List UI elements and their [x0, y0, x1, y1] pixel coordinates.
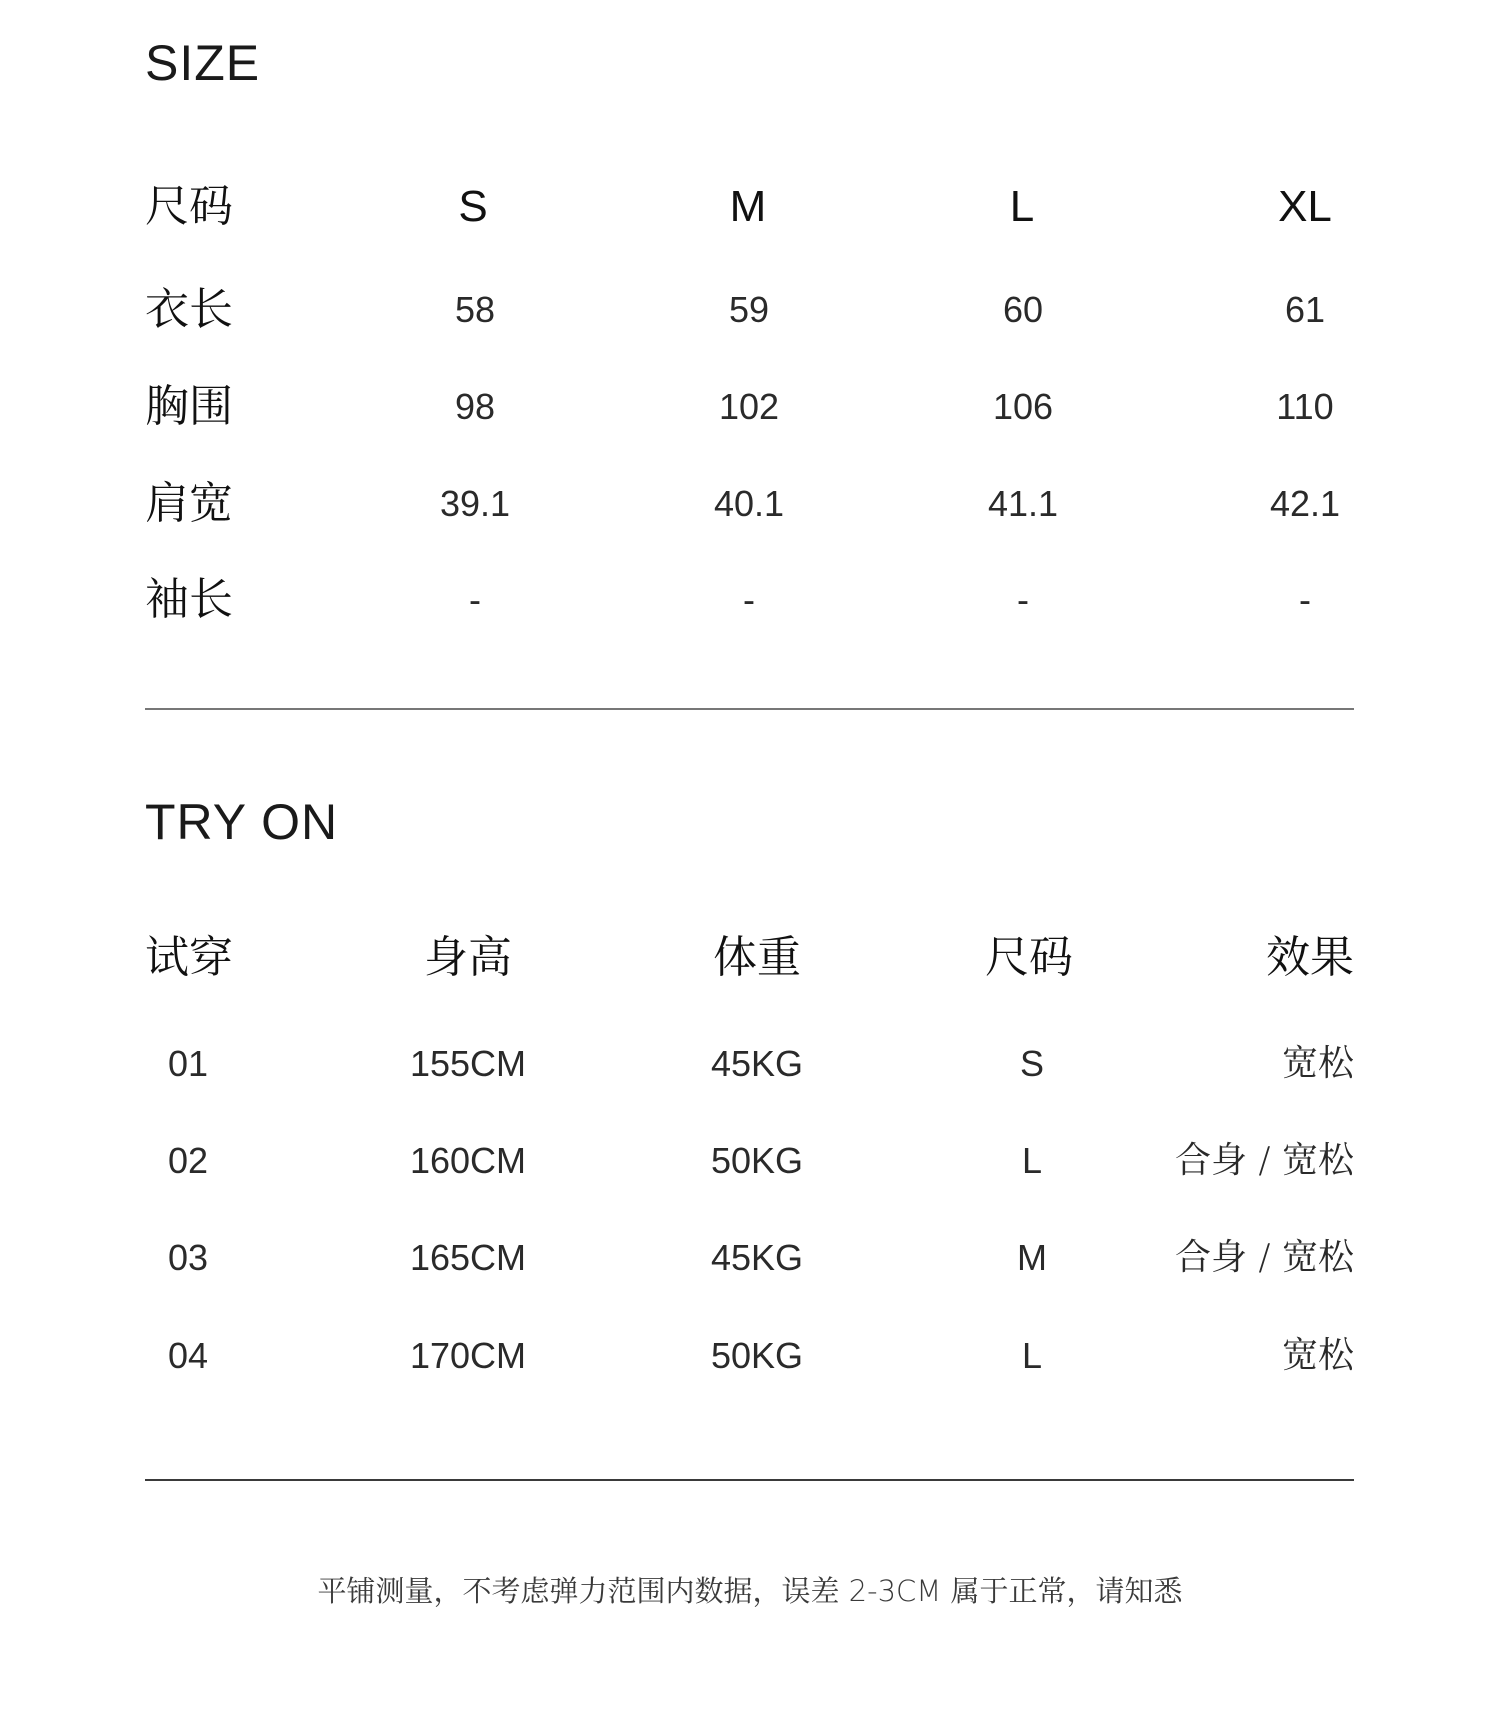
- tryon-weight: 45KG: [710, 1237, 804, 1278]
- size-row-label: 衣长: [145, 284, 233, 335]
- tryon-fit: 合身 / 宽松: [1174, 1237, 1354, 1278]
- size-table-header-row: [0, 177, 1500, 237]
- tryon-id: 03: [167, 1237, 209, 1278]
- size-value: 41.1: [987, 483, 1059, 524]
- tryon-row-03: [0, 1228, 1500, 1288]
- tryon-fit: 宽松: [1281, 1335, 1354, 1376]
- size-value: 61: [1284, 289, 1326, 330]
- size-header-m: M: [729, 182, 767, 231]
- size-value: 102: [718, 386, 780, 427]
- tryon-row-02: [0, 1131, 1500, 1191]
- size-value: -: [1299, 579, 1311, 620]
- size-value: 59: [728, 289, 770, 330]
- size-value: 58: [454, 289, 496, 330]
- size-row-chest: [0, 377, 1500, 437]
- size-value: 39.1: [439, 483, 511, 524]
- tryon-size: M: [1017, 1237, 1047, 1278]
- tryon-id: 02: [167, 1140, 209, 1181]
- size-header-xl: XL: [1278, 182, 1332, 231]
- tryon-size: S: [1019, 1043, 1045, 1084]
- size-row-label: 胸围: [145, 381, 233, 432]
- size-value: 40.1: [713, 483, 785, 524]
- tryon-height: 170CM: [409, 1335, 527, 1376]
- size-value: 42.1: [1269, 483, 1341, 524]
- size-row-shoulder: [0, 474, 1500, 534]
- size-header-l: L: [1009, 182, 1035, 231]
- size-value: -: [743, 579, 755, 620]
- tryon-id: 01: [167, 1043, 209, 1084]
- tryon-id: 04: [167, 1335, 209, 1376]
- size-section-title: SIZE: [145, 35, 261, 91]
- section-divider: [145, 1479, 1354, 1481]
- tryon-header-height: 身高: [424, 932, 512, 983]
- tryon-weight: 50KG: [710, 1335, 804, 1376]
- tryon-weight: 45KG: [710, 1043, 804, 1084]
- tryon-header-fit: 效果: [1266, 932, 1354, 983]
- tryon-size: L: [1021, 1335, 1043, 1376]
- size-value: 60: [1002, 289, 1044, 330]
- tryon-header-trial: 试穿: [145, 932, 233, 983]
- tryon-header-weight: 体重: [713, 932, 801, 983]
- tryon-row-04: [0, 1326, 1500, 1386]
- size-row-label: 肩宽: [145, 478, 233, 529]
- size-row-sleeve: [0, 570, 1500, 630]
- tryon-height: 160CM: [409, 1140, 527, 1181]
- size-row-label: 袖长: [145, 574, 233, 625]
- tryon-table-header-row: [0, 928, 1500, 988]
- measurement-note: 平铺测量，不考虑弹力范围内数据，误差 2-3CM 属于正常，请知悉: [317, 1574, 1183, 1608]
- size-value: 98: [454, 386, 496, 427]
- tryon-size: L: [1021, 1140, 1043, 1181]
- size-value: 110: [1276, 386, 1334, 427]
- size-value: -: [1017, 579, 1029, 620]
- section-divider: [145, 708, 1354, 710]
- size-header-s: S: [458, 182, 488, 231]
- tryon-height: 155CM: [409, 1043, 527, 1084]
- tryon-fit: 合身 / 宽松: [1174, 1140, 1354, 1181]
- tryon-header-size: 尺码: [985, 932, 1073, 983]
- size-value: 106: [992, 386, 1054, 427]
- size-header-label: 尺码: [145, 181, 233, 232]
- tryon-height: 165CM: [409, 1237, 527, 1278]
- tryon-section-title: TRY ON: [145, 794, 339, 850]
- size-row-length: [0, 280, 1500, 340]
- tryon-row-01: [0, 1034, 1500, 1094]
- tryon-weight: 50KG: [710, 1140, 804, 1181]
- tryon-fit: 宽松: [1281, 1043, 1354, 1084]
- size-value: -: [469, 579, 481, 620]
